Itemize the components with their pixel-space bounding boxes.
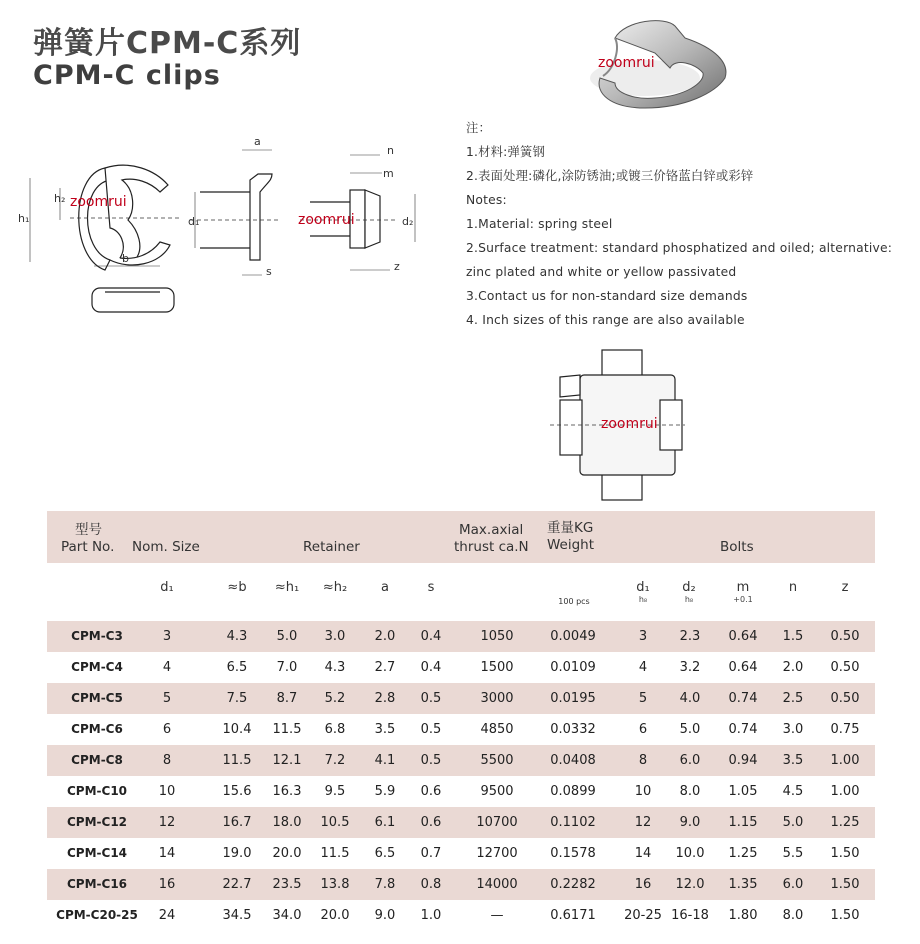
table-cell: 4.0 bbox=[679, 691, 701, 706]
header-nom-size: Nom. Size bbox=[132, 539, 200, 555]
sub-a: a bbox=[381, 580, 389, 595]
table-cell: 23.5 bbox=[272, 877, 302, 892]
table-cell: 10.0 bbox=[675, 846, 705, 861]
table-cell: 16.7 bbox=[222, 815, 252, 830]
table-cell: 3 bbox=[162, 629, 172, 644]
table-cell: 5.0 bbox=[276, 629, 298, 644]
watermark-drawing-2: zoomrui bbox=[298, 212, 355, 228]
table-cell: 1.00 bbox=[830, 784, 860, 799]
dim-h1: h₁ bbox=[18, 212, 30, 225]
table-row bbox=[47, 652, 875, 683]
sub-bolt-d2 bbox=[671, 580, 707, 604]
cell-part-no: CPM-C16 bbox=[66, 877, 128, 891]
dim-s: s bbox=[266, 265, 272, 278]
table-cell: 4.1 bbox=[374, 753, 396, 768]
note-line: Notes: bbox=[466, 193, 507, 207]
table-cell: 0.5 bbox=[420, 753, 442, 768]
note-line: 2.表面处理:磷化,涂防锈油;或镀三价铬蓝白锌或彩锌 bbox=[466, 169, 754, 183]
table-row bbox=[47, 869, 875, 900]
table-cell: 2.7 bbox=[374, 660, 396, 675]
header-retainer: Retainer bbox=[303, 539, 360, 555]
sub-z: z bbox=[841, 580, 849, 595]
watermark-drawing-1: zoomrui bbox=[70, 194, 127, 210]
table-cell: 1.25 bbox=[830, 815, 860, 830]
table-cell: 7.8 bbox=[374, 877, 396, 892]
table-row bbox=[47, 745, 875, 776]
table-row bbox=[47, 683, 875, 714]
table-cell: 6.0 bbox=[679, 753, 701, 768]
table-cell: 14 bbox=[158, 846, 176, 861]
dim-d2: d₂ bbox=[402, 215, 414, 228]
technical-drawing bbox=[10, 130, 450, 330]
table-cell: 2.0 bbox=[374, 629, 396, 644]
table-cell: 12.0 bbox=[675, 877, 705, 892]
dim-b: b bbox=[122, 252, 129, 265]
table-cell: 11.5 bbox=[320, 846, 350, 861]
table-cell: 7.5 bbox=[226, 691, 248, 706]
table-cell: 34.0 bbox=[272, 908, 302, 923]
table-cell: 12 bbox=[158, 815, 176, 830]
table-cell: 3.0 bbox=[782, 722, 804, 737]
sub-h2: ≈h₂ bbox=[322, 580, 348, 595]
table-cell: 12 bbox=[634, 815, 652, 830]
table-cell: 1.50 bbox=[830, 908, 860, 923]
table-cell: 0.75 bbox=[830, 722, 860, 737]
table-cell: 5.5 bbox=[782, 846, 804, 861]
notes bbox=[466, 116, 892, 332]
dim-a: a bbox=[254, 135, 261, 148]
table-cell: 1.50 bbox=[830, 877, 860, 892]
cell-part-no: CPM-C6 bbox=[71, 722, 123, 736]
dim-z: z bbox=[394, 260, 400, 273]
table-cell: 0.5 bbox=[420, 691, 442, 706]
table-cell: 12.1 bbox=[272, 753, 302, 768]
table-cell: 4.3 bbox=[226, 629, 248, 644]
table-cell: 5.0 bbox=[679, 722, 701, 737]
table-cell: 2.8 bbox=[374, 691, 396, 706]
table-cell: 6.5 bbox=[374, 846, 396, 861]
table-cell: 8.0 bbox=[782, 908, 804, 923]
table-cell: 6.8 bbox=[324, 722, 346, 737]
table-cell: 1.80 bbox=[728, 908, 758, 923]
table-cell: 10.5 bbox=[320, 815, 350, 830]
note-line: 1.Material: spring steel bbox=[466, 217, 613, 231]
table-cell: 3.5 bbox=[782, 753, 804, 768]
table-cell: 1500 bbox=[480, 660, 514, 675]
table-cell: 4 bbox=[162, 660, 172, 675]
sub-bolt-d2-tol: h₈ bbox=[684, 595, 694, 604]
table-cell: 18.0 bbox=[272, 815, 302, 830]
table-cell: 0.7 bbox=[420, 846, 442, 861]
table-cell: 11.5 bbox=[222, 753, 252, 768]
table-cell: 1.05 bbox=[728, 784, 758, 799]
sub-m bbox=[723, 580, 763, 604]
table-cell: 5.2 bbox=[324, 691, 346, 706]
table-cell: 8 bbox=[162, 753, 172, 768]
table-cell: 1.50 bbox=[830, 846, 860, 861]
table-cell: 0.1102 bbox=[550, 815, 596, 830]
cell-part-no: CPM-C20-25 bbox=[56, 908, 138, 922]
table-header bbox=[47, 511, 875, 563]
sub-m-tol: +0.1 bbox=[733, 595, 753, 604]
header-weight: Weight bbox=[547, 537, 595, 553]
sub-bolt-d1-tol: h₈ bbox=[638, 595, 648, 604]
table-cell: 4850 bbox=[480, 722, 514, 737]
sub-bolt-d1-label: d₁ bbox=[636, 580, 650, 595]
table-cell: 6.5 bbox=[226, 660, 248, 675]
table-cell: 0.0408 bbox=[550, 753, 596, 768]
table-cell: 0.50 bbox=[830, 660, 860, 675]
sub-bolt-d1 bbox=[625, 580, 661, 604]
table-cell: 1.00 bbox=[830, 753, 860, 768]
table-cell: 9.0 bbox=[679, 815, 701, 830]
table-cell: — bbox=[490, 908, 504, 923]
table-cell: 20.0 bbox=[320, 908, 350, 923]
sub-h1: ≈h₁ bbox=[274, 580, 300, 595]
sub-bolt-d2-label: d₂ bbox=[682, 580, 696, 595]
table-subheader bbox=[47, 563, 875, 621]
table-row bbox=[47, 807, 875, 838]
table-cell: 4 bbox=[638, 660, 648, 675]
title-chinese: 弹簧片CPM-C系列 bbox=[33, 26, 302, 61]
table-cell: 11.5 bbox=[272, 722, 302, 737]
table-cell: 34.5 bbox=[222, 908, 252, 923]
table-cell: 9.5 bbox=[324, 784, 346, 799]
table-cell: 3000 bbox=[480, 691, 514, 706]
table-cell: 0.5 bbox=[420, 722, 442, 737]
table-cell: 5.9 bbox=[374, 784, 396, 799]
cell-part-no: CPM-C8 bbox=[71, 753, 123, 767]
table-cell: 9500 bbox=[480, 784, 514, 799]
cell-part-no: CPM-C12 bbox=[66, 815, 128, 829]
table-cell: 19.0 bbox=[222, 846, 252, 861]
table-cell: 0.0899 bbox=[550, 784, 596, 799]
table-cell: 14 bbox=[634, 846, 652, 861]
table-cell: 6.1 bbox=[374, 815, 396, 830]
table-cell: 1.5 bbox=[782, 629, 804, 644]
sub-d1: d₁ bbox=[160, 580, 174, 595]
sub-100pcs: 100 pcs bbox=[558, 597, 590, 606]
sub-b: ≈b bbox=[227, 580, 247, 595]
dim-d1: d₁ bbox=[188, 215, 200, 228]
dim-m: m bbox=[383, 167, 394, 180]
table-cell: 7.0 bbox=[276, 660, 298, 675]
table-cell: 0.8 bbox=[420, 877, 442, 892]
table-cell: 3.5 bbox=[374, 722, 396, 737]
table-cell: 16-18 bbox=[671, 908, 709, 923]
header-part-no: Part No. bbox=[61, 539, 115, 555]
table-cell: 15.6 bbox=[222, 784, 252, 799]
note-line: 4. Inch sizes of this range are also available bbox=[466, 313, 745, 327]
table-cell: 1050 bbox=[480, 629, 514, 644]
table-cell: 1.0 bbox=[420, 908, 442, 923]
table-cell: 0.0195 bbox=[550, 691, 596, 706]
table-cell: 0.4 bbox=[420, 660, 442, 675]
note-line: 1.材料:弹簧钢 bbox=[466, 145, 545, 159]
cell-part-no: CPM-C14 bbox=[66, 846, 128, 860]
dim-n: n bbox=[387, 144, 394, 157]
table-cell: 0.6 bbox=[420, 815, 442, 830]
table-cell: 24 bbox=[158, 908, 176, 923]
table-cell: 5 bbox=[638, 691, 648, 706]
table-cell: 0.50 bbox=[830, 691, 860, 706]
table-cell: 20.0 bbox=[272, 846, 302, 861]
table-cell: 8.0 bbox=[679, 784, 701, 799]
table-cell: 3 bbox=[638, 629, 648, 644]
dim-h2: h₂ bbox=[54, 192, 66, 205]
table-cell: 2.0 bbox=[782, 660, 804, 675]
sub-m-label: m bbox=[736, 580, 750, 595]
table-cell: 16 bbox=[158, 877, 176, 892]
table-cell: 5.0 bbox=[782, 815, 804, 830]
header-weight-cn: 重量KG bbox=[547, 520, 594, 536]
table-cell: 22.7 bbox=[222, 877, 252, 892]
cell-part-no: CPM-C3 bbox=[71, 629, 123, 643]
note-line: 3.Contact us for non-standard size demands bbox=[466, 289, 748, 303]
table-cell: 16 bbox=[634, 877, 652, 892]
table-cell: 10.4 bbox=[222, 722, 252, 737]
table-cell: 0.2282 bbox=[550, 877, 596, 892]
note-line: zinc plated and white or yellow passivated bbox=[466, 265, 737, 279]
header-thrust: thrust ca.N bbox=[454, 539, 529, 555]
note-line: 注： bbox=[466, 121, 491, 135]
table-cell: 2.5 bbox=[782, 691, 804, 706]
table-cell: 0.50 bbox=[830, 629, 860, 644]
table-cell: 0.0332 bbox=[550, 722, 596, 737]
table-cell: 0.94 bbox=[728, 753, 758, 768]
table-cell: 0.64 bbox=[728, 629, 758, 644]
table-cell: 7.2 bbox=[324, 753, 346, 768]
table-row bbox=[47, 838, 875, 869]
table-cell: 14000 bbox=[476, 877, 518, 892]
table-cell: 4.3 bbox=[324, 660, 346, 675]
watermark-assembly: zoomrui bbox=[601, 416, 658, 432]
table-cell: 20-25 bbox=[624, 908, 662, 923]
table-cell: 3.2 bbox=[679, 660, 701, 675]
table-cell: 5 bbox=[162, 691, 172, 706]
table-cell: 2.3 bbox=[679, 629, 701, 644]
table-cell: 5500 bbox=[480, 753, 514, 768]
table-cell: 13.8 bbox=[320, 877, 350, 892]
table-cell: 0.0049 bbox=[550, 629, 596, 644]
table-cell: 3.0 bbox=[324, 629, 346, 644]
table-cell: 6 bbox=[638, 722, 648, 737]
sub-s: s bbox=[427, 580, 435, 595]
table-cell: 0.1578 bbox=[550, 846, 596, 861]
table-cell: 8.7 bbox=[276, 691, 298, 706]
table-cell: 0.6171 bbox=[550, 908, 596, 923]
table-cell: 10 bbox=[634, 784, 652, 799]
table-cell: 4.5 bbox=[782, 784, 804, 799]
table-cell: 9.0 bbox=[374, 908, 396, 923]
cell-part-no: CPM-C5 bbox=[71, 691, 123, 705]
watermark-photo: zoomrui bbox=[598, 55, 655, 71]
note-line: 2.Surface treatment: standard phosphatized and oiled; alternative: bbox=[466, 241, 893, 255]
table-cell: 6 bbox=[162, 722, 172, 737]
sub-n: n bbox=[788, 580, 798, 595]
table-cell: 1.15 bbox=[728, 815, 758, 830]
table-cell: 1.35 bbox=[728, 877, 758, 892]
table-row bbox=[47, 621, 875, 652]
title-english: CPM-C clips bbox=[33, 60, 221, 91]
header-max-axial: Max.axial bbox=[459, 522, 524, 538]
table-row bbox=[47, 714, 875, 745]
table-cell: 10700 bbox=[476, 815, 518, 830]
table-cell: 0.6 bbox=[420, 784, 442, 799]
table-cell: 1.25 bbox=[728, 846, 758, 861]
table-cell: 0.74 bbox=[728, 722, 758, 737]
table-cell: 16.3 bbox=[272, 784, 302, 799]
table-cell: 0.64 bbox=[728, 660, 758, 675]
table-cell: 0.74 bbox=[728, 691, 758, 706]
header-part-no-cn: 型号 bbox=[75, 522, 102, 538]
table-row bbox=[47, 900, 875, 931]
table-cell: 8 bbox=[638, 753, 648, 768]
cell-part-no: CPM-C4 bbox=[71, 660, 123, 674]
table-cell: 0.0109 bbox=[550, 660, 596, 675]
header-bolts: Bolts bbox=[720, 539, 754, 555]
table-cell: 0.4 bbox=[420, 629, 442, 644]
cell-part-no: CPM-C10 bbox=[66, 784, 128, 798]
table-cell: 6.0 bbox=[782, 877, 804, 892]
table-cell: 10 bbox=[158, 784, 176, 799]
table-row bbox=[47, 776, 875, 807]
table-cell: 12700 bbox=[476, 846, 518, 861]
